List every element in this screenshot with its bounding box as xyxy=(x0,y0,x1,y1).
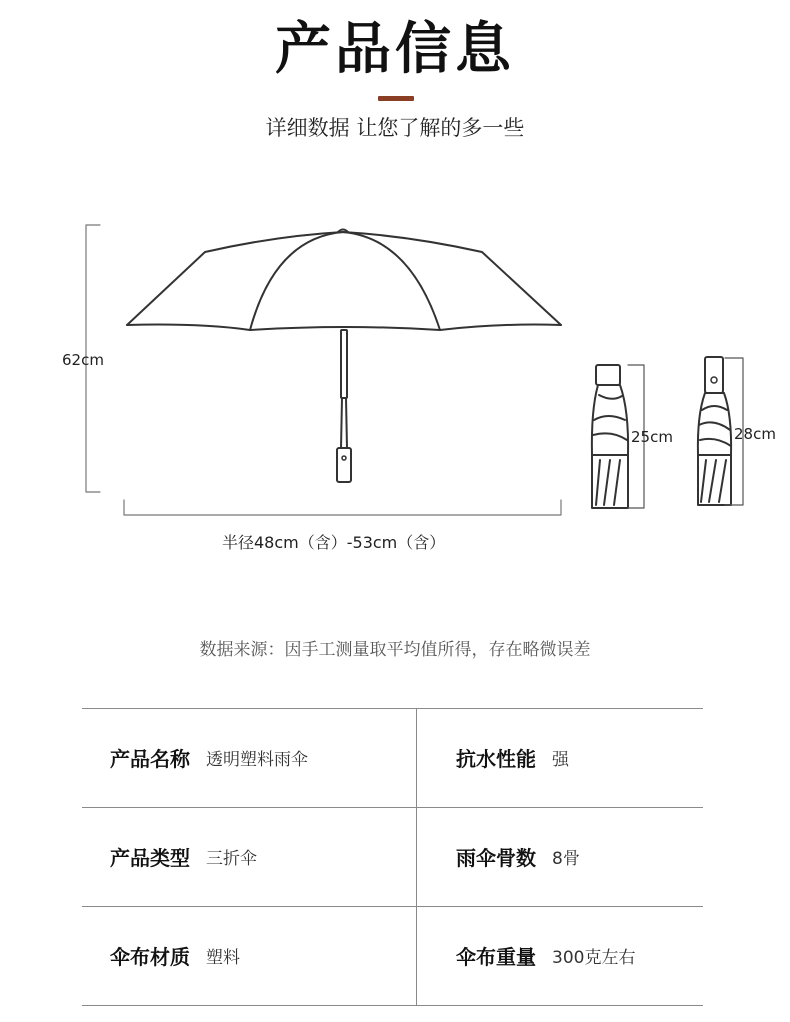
spec-value: 强 xyxy=(552,750,569,770)
folded-length-strap-label: 28cm xyxy=(734,425,776,443)
spec-value: 透明塑料雨伞 xyxy=(206,750,308,770)
data-source-note: 数据来源：因手工测量取平均值所得，存在略微误差 xyxy=(199,640,591,660)
page-title: 产品信息 xyxy=(275,17,515,82)
folded-length-label: 25cm xyxy=(631,428,673,446)
spec-value: 8骨 xyxy=(552,849,580,869)
spec-cell-product-type xyxy=(110,807,257,906)
radius-label: 半径48cm（含）-53cm（含） xyxy=(222,533,446,552)
spec-key: 抗水性能 xyxy=(456,747,536,771)
spec-key: 产品类型 xyxy=(110,846,190,870)
spec-value: 三折伞 xyxy=(206,849,257,869)
spec-cell-rib-count xyxy=(456,807,580,906)
spec-key: 伞布材质 xyxy=(110,945,190,969)
table-divider xyxy=(82,1005,703,1006)
spec-value: 塑料 xyxy=(206,948,240,968)
height-label: 62cm xyxy=(62,351,104,369)
width-bracket xyxy=(124,500,561,515)
spec-key: 产品名称 xyxy=(110,747,190,771)
spec-cell-water-resistance xyxy=(456,708,569,807)
table-column-divider xyxy=(416,708,417,1005)
open-umbrella-icon xyxy=(127,230,561,483)
spec-cell-fabric-material xyxy=(110,906,240,1005)
spec-key: 伞布重量 xyxy=(456,945,536,969)
spec-cell-fabric-weight xyxy=(456,906,635,1005)
spec-key: 雨伞骨数 xyxy=(456,846,536,870)
page-subtitle: 详细数据 让您了解的多一些 xyxy=(265,116,525,140)
spec-value: 300克左右 xyxy=(552,948,636,968)
spec-cell-product-name xyxy=(110,708,308,807)
folded-umbrella-strap-icon xyxy=(698,357,731,505)
spec-table xyxy=(82,708,703,1005)
folded-umbrella-icon xyxy=(592,365,628,508)
